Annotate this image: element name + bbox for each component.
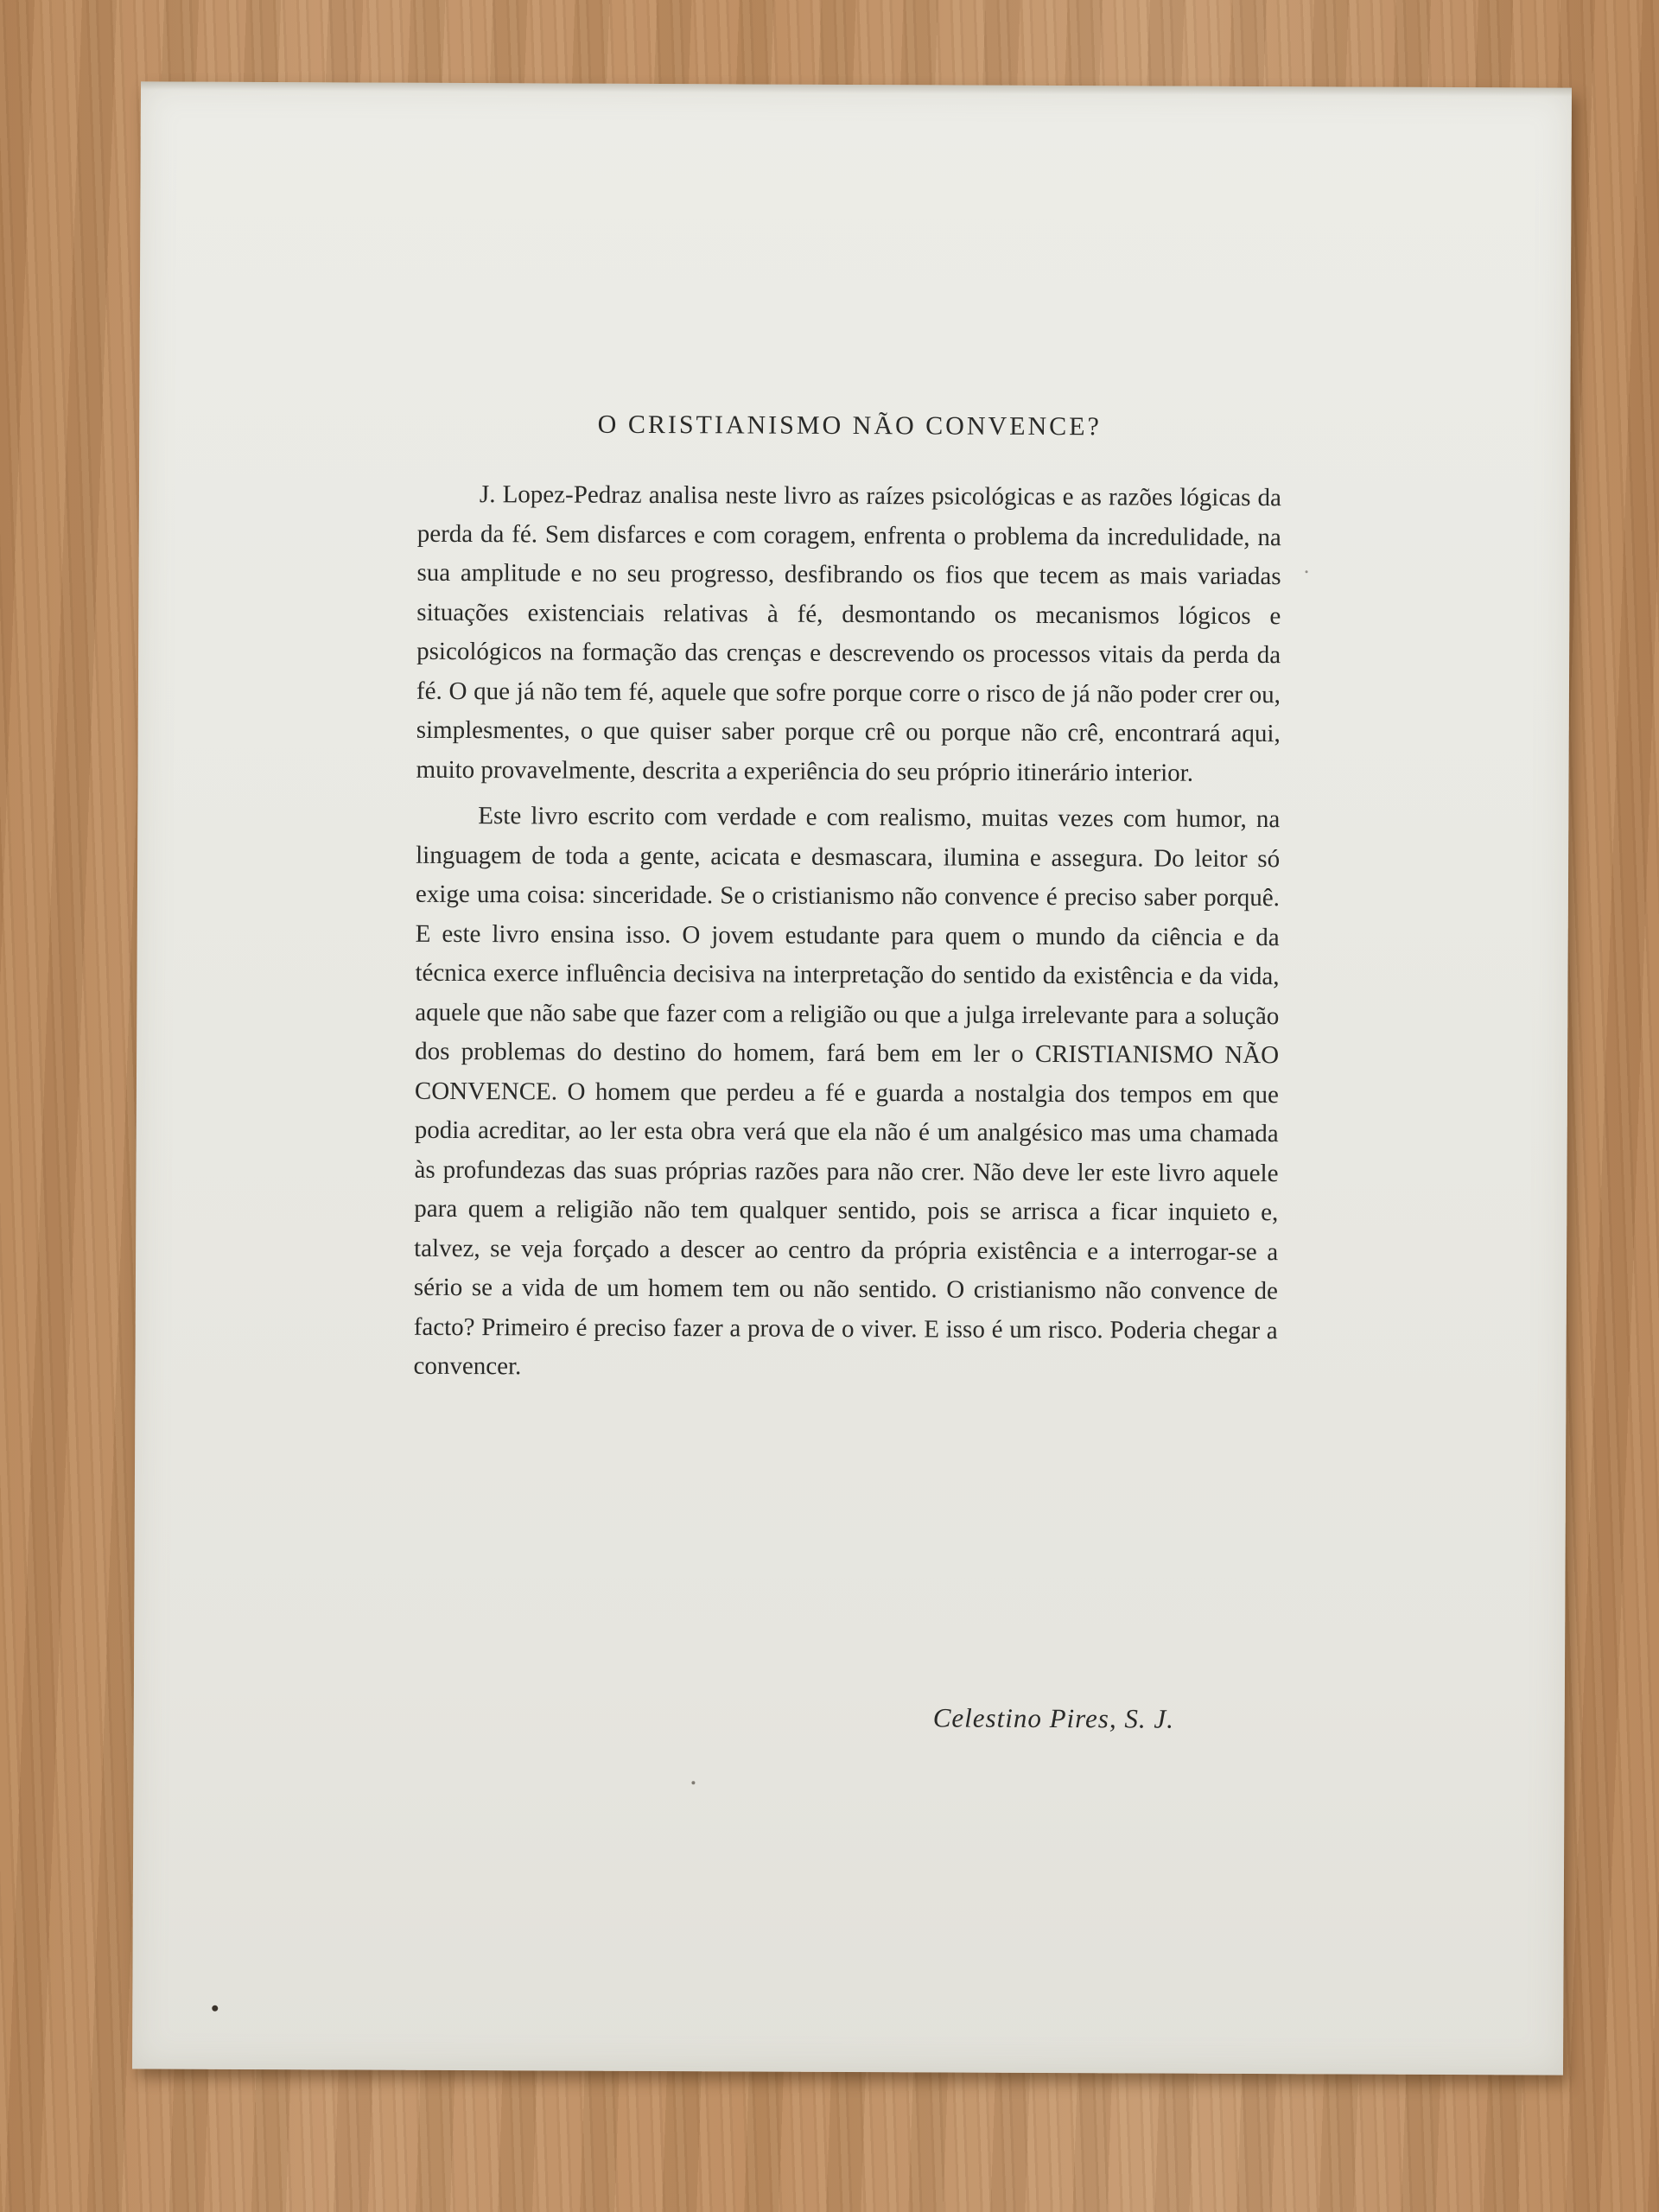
blurb-paragraph-1: J. Lopez-Pedraz analisa neste livro as raízes psicológicas e as razões lógicas da perda da fé. Sem disfarces e com coragem, enfrenta o problema da incredulidade, na sua amplitude e no seu progresso, desfibrando os fios que tecem as mais variadas situações existenciais relativas à fé, desmontando os mecanismos lógicos e psicológicos na formação das crenças e descrevendo os processos vitais da perda da fé. O que já não tem fé, aquele que sofre porque corre o risco de já não poder crer ou, simplesmentes, o que quiser saber porque crê ou porque não crê, encontrará aqui, muito provavelmente, descrita a experiência do seu próprio itinerário interior. [416, 480, 1282, 787]
paper-speck [691, 1781, 695, 1784]
paper-speck [212, 2005, 218, 2012]
blurb-paragraph-2: Este livro escrito com verdade e com realismo, muitas vezes com humor, na linguagem de toda a gente, acicata e desmascara, ilumina e assegura. Do leitor só exige uma coisa: sinceridade. Se o cristianismo não convence é preciso saber porquê. E este livro ensina isso. O jovem estudante para quem o mundo da ciência e da técnica exerce influência decisiva na interpretação do sentido da existência e da vida, aquele que não sabe que fazer com a religião ou que a julga irrelevante para a solução dos problemas do destino do homem, fará bem em ler o CRISTIANISMO NÃO CONVENCE. O homem que perdeu a fé e guarda a nostalgia dos tempos em que podia acreditar, ao ler esta obra verá que ela não é um analgésico mas uma chamada às profundezas das suas próprias razões para não crer. Não deve ler este livro aquele para quem a religião não tem qualquer sentido, pois se arrisca a ficar inquieto e, talvez, se veja forçado a descer ao centro da própria existência e a interrogar-se a sério se a vida de um homem tem ou não sentido. O cristianismo não convence de facto? Primeiro é preciso fazer a prova de o viver. E isso é um risco. Poderia chegar a convencer. [413, 802, 1281, 1381]
blurb-text-block [413, 410, 1281, 1397]
book-title: O CRISTIANISMO NÃO CONVENCE? [597, 410, 1102, 442]
paper-speck [1306, 570, 1308, 573]
author-signature: Celestino Pires, S. J. [932, 1702, 1175, 1734]
book-back-cover [132, 81, 1572, 2075]
